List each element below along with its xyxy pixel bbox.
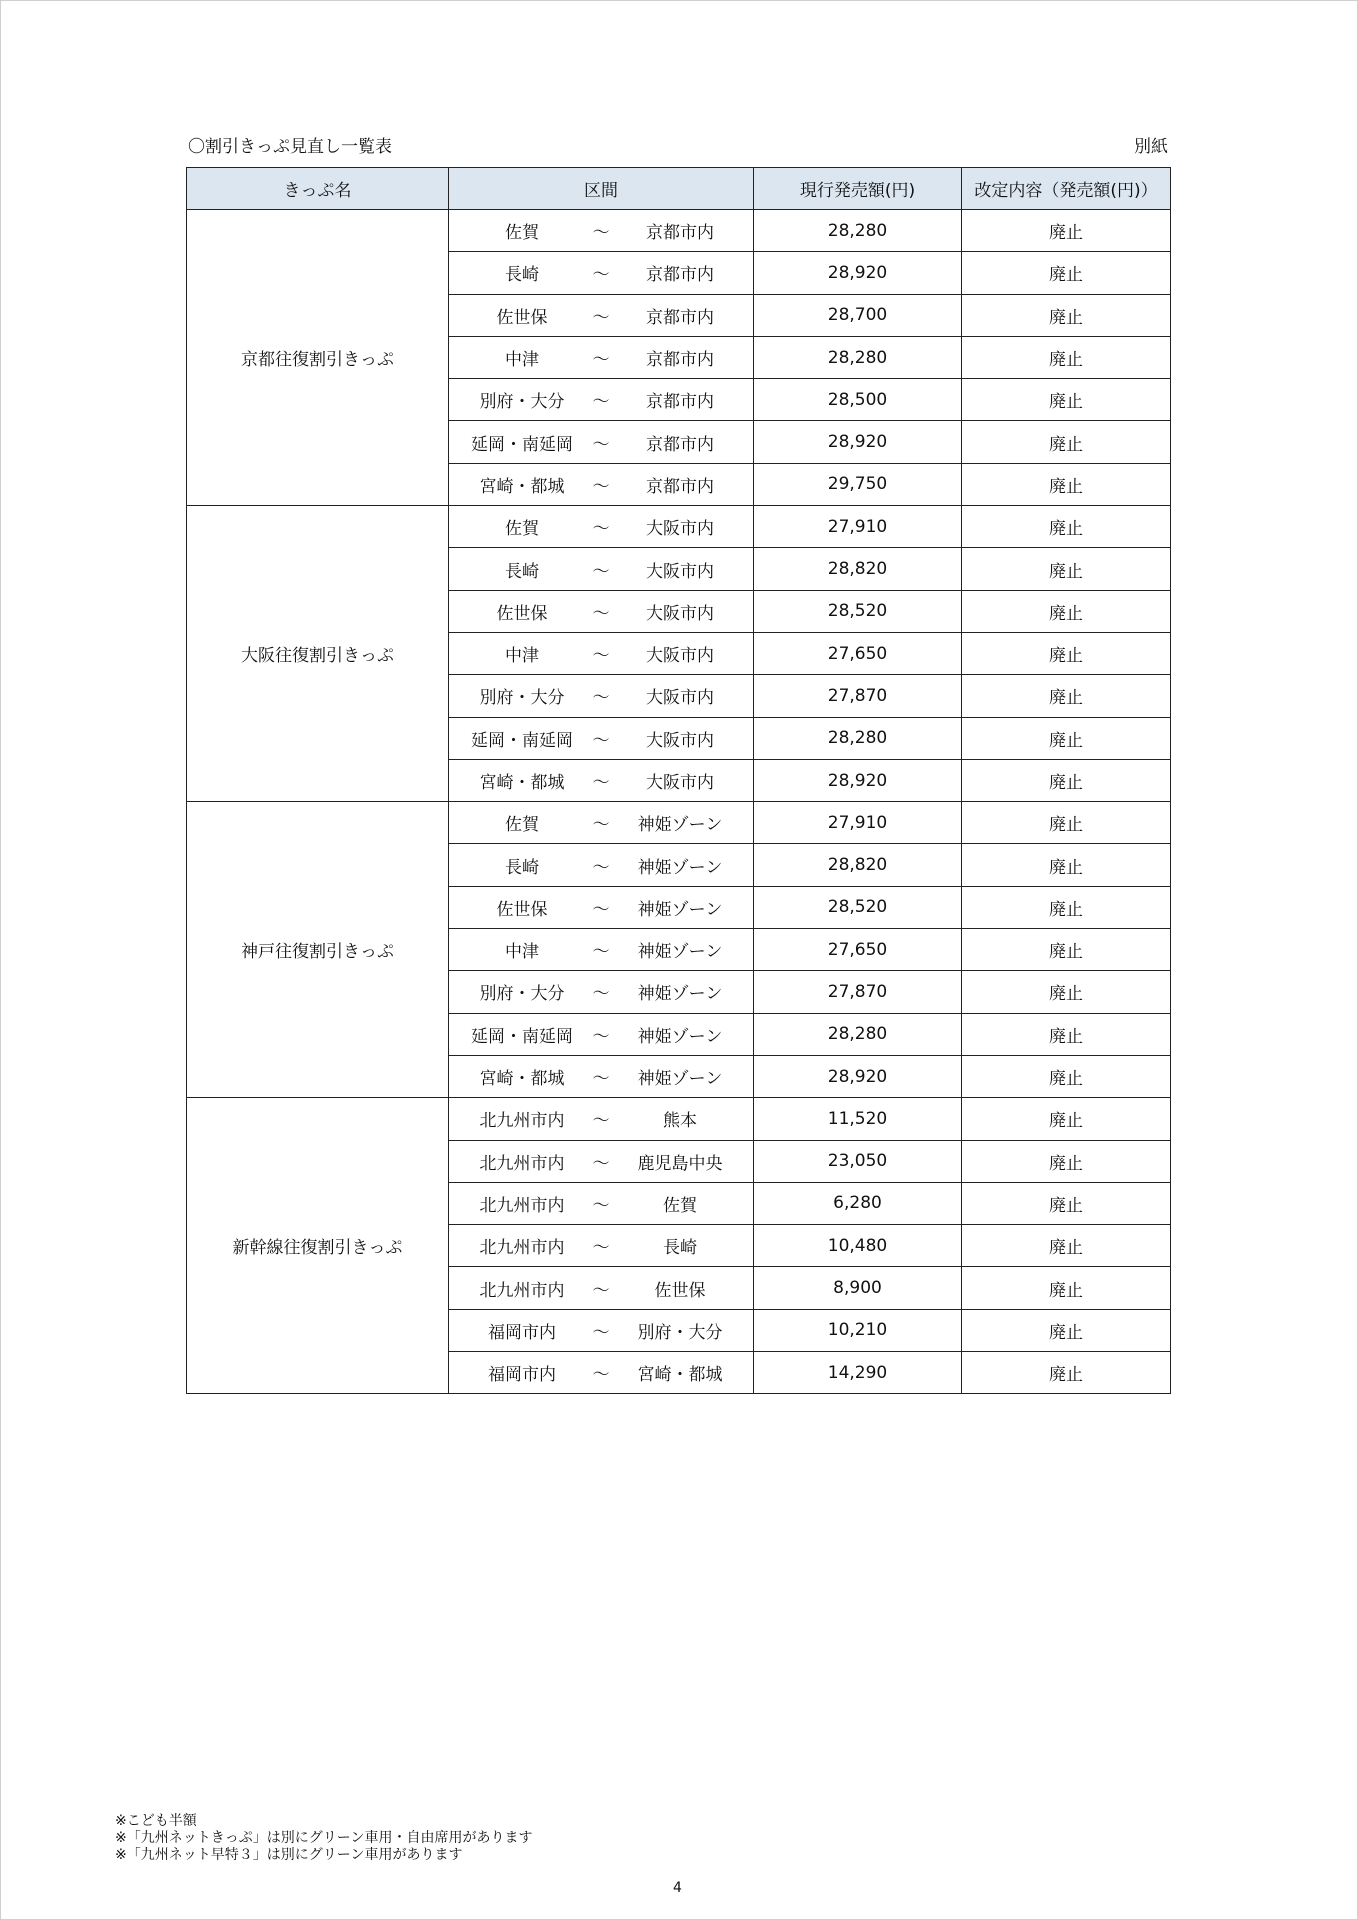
section-tilde: ～ [592, 857, 610, 878]
section-cell [449, 506, 754, 548]
section-destination: 熊本 [663, 1111, 697, 1132]
section-route [449, 260, 753, 285]
revision-cell: 廃止 [962, 421, 1171, 463]
section-tilde: ～ [592, 265, 610, 286]
section-tilde: ～ [592, 899, 610, 920]
ticket-name-cell: 新幹線往復割引きっぷ [187, 1098, 449, 1394]
section-tilde: ～ [592, 603, 610, 624]
section-cell [449, 1055, 754, 1097]
current-price-cell: 11,520 [754, 1098, 962, 1140]
section-origin: 延岡・南延岡 [471, 1026, 573, 1047]
revision-cell: 廃止 [962, 1225, 1171, 1267]
section-route [449, 387, 753, 412]
section-route [449, 895, 753, 920]
section-cell [449, 1309, 754, 1351]
section-origin: 宮崎・都城 [479, 476, 565, 497]
section-cell [449, 844, 754, 886]
revision-cell: 廃止 [962, 336, 1171, 378]
section-origin: 北九州市内 [479, 1153, 565, 1174]
current-price-cell: 27,650 [754, 929, 962, 971]
section-destination: 宮崎・都城 [637, 1365, 723, 1386]
section-origin: 長崎 [505, 561, 539, 582]
revision-cell: 廃止 [962, 632, 1171, 674]
section-destination: 京都市内 [646, 307, 714, 328]
table-row [187, 802, 1171, 844]
ticket-name-cell: 神戸往復割引きっぷ [187, 802, 449, 1098]
section-cell [449, 802, 754, 844]
section-origin: 北九州市内 [479, 1111, 565, 1132]
section-destination: 大阪市内 [646, 561, 714, 582]
section-destination: 佐賀 [663, 1195, 697, 1216]
revision-cell: 廃止 [962, 294, 1171, 336]
section-destination: 大阪市内 [646, 773, 714, 793]
current-price-cell: 10,210 [754, 1309, 962, 1351]
section-destination: 京都市内 [646, 476, 714, 497]
section-origin: 宮崎・都城 [479, 773, 565, 793]
section-origin: 福岡市内 [488, 1322, 556, 1343]
column-header-current-price: 現行発売額(円) [754, 168, 962, 210]
section-tilde: ～ [592, 476, 610, 497]
table-row [187, 1098, 1171, 1140]
section-origin: 北九州市内 [479, 1195, 565, 1216]
section-destination: 大阪市内 [646, 603, 714, 624]
section-origin: 佐世保 [496, 307, 548, 328]
section-cell [449, 1013, 754, 1055]
section-destination: 京都市内 [646, 350, 714, 371]
current-price-cell: 28,920 [754, 252, 962, 294]
section-tilde: ～ [592, 1365, 610, 1386]
section-route [449, 303, 753, 328]
section-tilde: ～ [592, 1026, 610, 1047]
section-cell [449, 294, 754, 336]
section-destination: 大阪市内 [646, 646, 714, 667]
revision-cell: 廃止 [962, 675, 1171, 717]
section-tilde: ～ [592, 392, 610, 413]
section-origin: 長崎 [505, 857, 539, 878]
section-origin: 福岡市内 [488, 1365, 556, 1386]
section-cell [449, 1225, 754, 1267]
section-origin: 別府・大分 [479, 688, 565, 709]
section-cell [449, 336, 754, 378]
section-cell [449, 632, 754, 674]
revision-cell: 廃止 [962, 1182, 1171, 1224]
footnote: ※「九州ネットきっぷ」は別にグリーン車用・自由席用があります [115, 1830, 533, 1846]
current-price-cell: 27,910 [754, 802, 962, 844]
revision-cell: 廃止 [962, 1140, 1171, 1182]
section-tilde: ～ [592, 223, 610, 244]
section-cell [449, 886, 754, 928]
current-price-cell: 29,750 [754, 463, 962, 505]
section-tilde: ～ [592, 350, 610, 371]
column-header-section: 区間 [449, 168, 754, 210]
revision-cell: 廃止 [962, 1352, 1171, 1394]
revision-cell: 廃止 [962, 759, 1171, 801]
fare-table [186, 167, 1171, 1394]
current-price-cell: 28,500 [754, 379, 962, 421]
current-price-cell: 8,900 [754, 1267, 962, 1309]
current-price-cell: 23,050 [754, 1140, 962, 1182]
section-route [449, 514, 753, 539]
section-origin: 中津 [505, 646, 539, 667]
section-origin: 北九州市内 [479, 1238, 565, 1259]
current-price-cell: 28,920 [754, 759, 962, 801]
section-route [449, 1233, 753, 1258]
document-header [188, 132, 1168, 157]
current-price-cell: 28,920 [754, 1055, 962, 1097]
revision-cell: 廃止 [962, 590, 1171, 632]
section-origin: 佐賀 [505, 223, 539, 244]
section-tilde: ～ [592, 646, 610, 667]
section-route [449, 683, 753, 708]
section-destination: 神姫ゾーン [637, 1026, 723, 1047]
section-tilde: ～ [592, 1153, 610, 1174]
section-cell [449, 421, 754, 463]
footnote: ※「九州ネット早特３」は別にグリーン車用があります [115, 1847, 463, 1863]
section-route [449, 430, 753, 455]
section-cell [449, 1140, 754, 1182]
section-origin: 延岡・南延岡 [471, 730, 573, 751]
section-cell [449, 1352, 754, 1394]
section-route [449, 768, 753, 793]
current-price-cell: 28,280 [754, 336, 962, 378]
section-destination: 京都市内 [646, 265, 714, 286]
section-route [449, 1022, 753, 1047]
section-destination: 神姫ゾーン [637, 815, 723, 836]
section-route [449, 599, 753, 624]
section-cell [449, 929, 754, 971]
section-destination: 長崎 [663, 1238, 697, 1259]
section-origin: 長崎 [505, 265, 539, 286]
revision-cell: 廃止 [962, 1013, 1171, 1055]
section-origin: 延岡・南延岡 [471, 434, 573, 455]
revision-cell: 廃止 [962, 1267, 1171, 1309]
column-header-ticket-name: きっぷ名 [187, 168, 449, 210]
revision-cell: 廃止 [962, 886, 1171, 928]
attachment-label: 別紙 [1134, 137, 1168, 157]
section-origin: 中津 [505, 350, 539, 371]
section-tilde: ～ [592, 519, 610, 540]
revision-cell: 廃止 [962, 379, 1171, 421]
section-destination: 鹿児島中央 [637, 1153, 723, 1174]
section-origin: 別府・大分 [479, 392, 565, 413]
footnotes [115, 1813, 532, 1864]
table-row [187, 506, 1171, 548]
revision-cell: 廃止 [962, 548, 1171, 590]
section-tilde: ～ [592, 1111, 610, 1132]
section-route [449, 1149, 753, 1174]
section-tilde: ～ [592, 307, 610, 328]
section-destination: 佐世保 [654, 1280, 706, 1301]
section-cell [449, 1267, 754, 1309]
current-price-cell: 28,820 [754, 844, 962, 886]
section-tilde: ～ [592, 1069, 610, 1090]
section-cell [449, 717, 754, 759]
section-tilde: ～ [592, 434, 610, 455]
section-destination: 京都市内 [646, 392, 714, 413]
section-cell [449, 210, 754, 252]
section-cell [449, 463, 754, 505]
section-origin: 佐世保 [496, 899, 548, 920]
current-price-cell: 28,520 [754, 590, 962, 632]
current-price-cell: 28,280 [754, 717, 962, 759]
revision-cell: 廃止 [962, 1055, 1171, 1097]
section-cell [449, 590, 754, 632]
table-row [187, 210, 1171, 252]
current-price-cell: 27,910 [754, 506, 962, 548]
section-route [449, 345, 753, 370]
revision-cell: 廃止 [962, 252, 1171, 294]
section-origin: 別府・大分 [479, 984, 565, 1005]
section-route [449, 979, 753, 1004]
section-origin: 北九州市内 [479, 1280, 565, 1301]
section-destination: 神姫ゾーン [637, 942, 723, 963]
section-tilde: ～ [592, 773, 610, 793]
section-route [449, 1360, 753, 1385]
current-price-cell: 28,280 [754, 1013, 962, 1055]
ticket-name-cell: 京都往復割引きっぷ [187, 210, 449, 506]
section-route [449, 810, 753, 835]
section-destination: 京都市内 [646, 434, 714, 455]
section-route [449, 557, 753, 582]
revision-cell: 廃止 [962, 929, 1171, 971]
section-destination: 大阪市内 [646, 519, 714, 540]
table-header-row [187, 168, 1171, 210]
revision-cell: 廃止 [962, 210, 1171, 252]
section-origin: 中津 [505, 942, 539, 963]
section-route [449, 1064, 753, 1089]
section-tilde: ～ [592, 942, 610, 963]
section-destination: 大阪市内 [646, 688, 714, 709]
section-origin: 佐世保 [496, 603, 548, 624]
revision-cell: 廃止 [962, 1309, 1171, 1351]
section-destination: 神姫ゾーン [637, 899, 723, 920]
current-price-cell: 14,290 [754, 1352, 962, 1394]
column-header-revision: 改定内容（発売額(円)） [962, 168, 1171, 210]
section-route [449, 1106, 753, 1131]
footnote: ※こども半額 [115, 1813, 197, 1829]
section-tilde: ～ [592, 1195, 610, 1216]
current-price-cell: 28,520 [754, 886, 962, 928]
section-cell [449, 759, 754, 801]
current-price-cell: 27,870 [754, 971, 962, 1013]
current-price-cell: 27,650 [754, 632, 962, 674]
revision-cell: 廃止 [962, 1098, 1171, 1140]
revision-cell: 廃止 [962, 844, 1171, 886]
section-route [449, 726, 753, 751]
revision-cell: 廃止 [962, 506, 1171, 548]
section-cell [449, 971, 754, 1013]
section-route [449, 937, 753, 962]
current-price-cell: 28,280 [754, 210, 962, 252]
section-route [449, 1318, 753, 1343]
section-destination: 神姫ゾーン [637, 984, 723, 1005]
section-route [449, 641, 753, 666]
current-price-cell: 10,480 [754, 1225, 962, 1267]
revision-cell: 廃止 [962, 463, 1171, 505]
current-price-cell: 28,920 [754, 421, 962, 463]
section-tilde: ～ [592, 688, 610, 709]
section-origin: 佐賀 [505, 519, 539, 540]
revision-cell: 廃止 [962, 971, 1171, 1013]
section-cell [449, 379, 754, 421]
section-destination: 別府・大分 [637, 1322, 723, 1343]
section-cell [449, 675, 754, 717]
section-origin: 佐賀 [505, 815, 539, 836]
section-origin: 宮崎・都城 [479, 1069, 565, 1090]
document-title: 〇割引きっぷ見直し一覧表 [188, 137, 392, 157]
section-cell [449, 1098, 754, 1140]
revision-cell: 廃止 [962, 717, 1171, 759]
section-destination: 大阪市内 [646, 730, 714, 751]
current-price-cell: 28,700 [754, 294, 962, 336]
section-tilde: ～ [592, 1322, 610, 1343]
page-number: 4 [673, 1880, 682, 1896]
section-route [449, 218, 753, 243]
section-tilde: ～ [592, 815, 610, 836]
revision-cell: 廃止 [962, 802, 1171, 844]
section-cell [449, 252, 754, 294]
section-tilde: ～ [592, 984, 610, 1005]
section-tilde: ～ [592, 730, 610, 751]
section-route [449, 1191, 753, 1216]
section-tilde: ～ [592, 1280, 610, 1301]
section-tilde: ～ [592, 561, 610, 582]
section-destination: 神姫ゾーン [637, 1069, 723, 1090]
section-destination: 神姫ゾーン [637, 857, 723, 878]
current-price-cell: 6,280 [754, 1182, 962, 1224]
current-price-cell: 27,870 [754, 675, 962, 717]
section-cell [449, 548, 754, 590]
section-cell [449, 1182, 754, 1224]
section-tilde: ～ [592, 1238, 610, 1259]
ticket-name-cell: 大阪往復割引きっぷ [187, 506, 449, 802]
section-destination: 京都市内 [646, 223, 714, 244]
current-price-cell: 28,820 [754, 548, 962, 590]
section-route [449, 853, 753, 878]
section-route [449, 472, 753, 497]
section-route [449, 1276, 753, 1301]
table-body [187, 210, 1171, 1394]
